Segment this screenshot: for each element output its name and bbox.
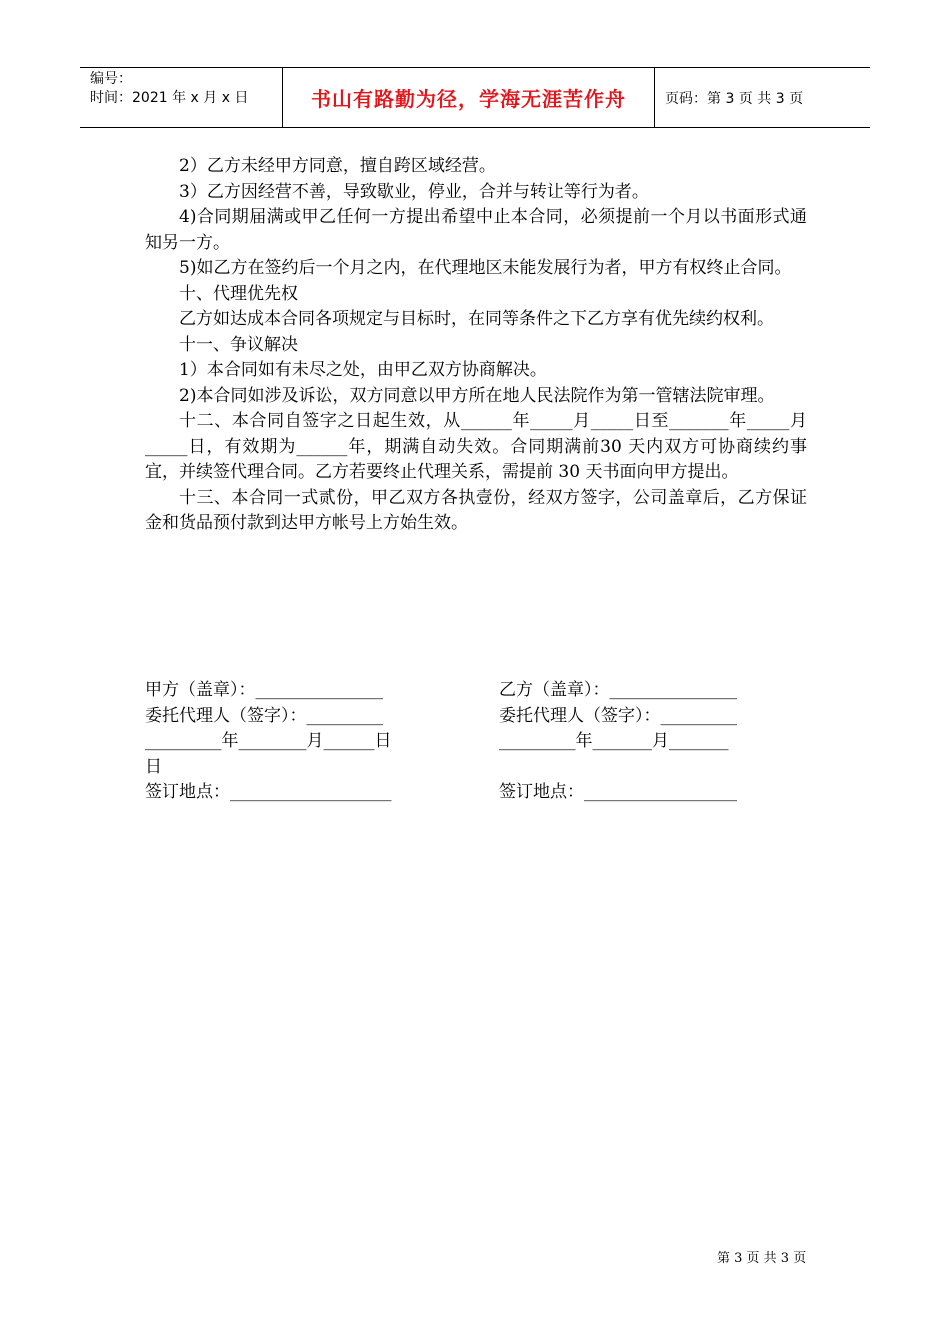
document-time: 时间：2021 年 x 月 x 日: [90, 90, 249, 106]
clause-paragraph: 3）乙方因经营不善，导致歇业，停业，合并与转让等行为者。: [179, 181, 649, 202]
party-a-date: _________年________月______日: [145, 731, 392, 751]
signature-row-date: [145, 729, 815, 755]
page-header: [80, 67, 870, 128]
party-a-agent: 委托代理人（签字）：_________: [145, 705, 383, 726]
party-b-agent: 委托代理人（签字）：_________: [499, 705, 737, 726]
clause-paragraph: 十二、本合同自签字之日起生效，从______年_____月_____日至_______年_____月_____日，有效期为______年，期满自动失效。合同期满前30 天内双方可协商续约事宜，并续签代理合同。乙方若要终止代理关系，需提前 30 天书面向甲方提出。: [145, 411, 807, 482]
contract-body: [145, 154, 807, 537]
party-a-seal: 甲方（盖章）：_______________: [145, 680, 383, 700]
header-meta: [80, 68, 282, 127]
signature-row-date-tail: [145, 755, 815, 781]
clause-paragraph: 2）乙方未经甲方同意，擅自跨区域经营。: [179, 156, 496, 176]
section-heading: 十一、争议解决: [179, 334, 298, 355]
signature-block: [145, 678, 815, 806]
clause-paragraph: 1）本合同如有未尽之处，由甲乙双方协商解决。: [179, 360, 547, 380]
header-motto: 书山有路勤为径，学海无涯苦作舟: [282, 68, 655, 127]
party-a-place: 签订地点：___________________: [145, 782, 392, 802]
signature-row-place: [145, 780, 815, 806]
party-b-seal: 乙方（盖章）：_______________: [499, 680, 737, 700]
section-heading: 十、代理优先权: [179, 283, 298, 304]
clause-paragraph: 4)合同期届满或甲乙任何一方提出希望中止本合同，必须提前一个月以书面形式通知另一方。: [145, 207, 807, 253]
signature-row-seal: [145, 678, 815, 704]
header-page-info: 页码：第 3 页 共 3 页: [665, 90, 804, 107]
clause-paragraph: 5)如乙方在签约后一个月之内，在代理地区未能发展行为者，甲方有权终止合同。: [179, 258, 792, 278]
clause-paragraph: 2)本合同如涉及诉讼，双方同意以甲方所在地人民法院作为第一管辖法院审理。: [179, 385, 775, 406]
party-b-place: 签订地点：__________________: [499, 782, 737, 802]
clause-paragraph: 十三、本合同一式贰份，甲乙双方各执壹份，经双方签字，公司盖章后，乙方保证金和货品预付款到达甲方帐号上方始生效。: [145, 487, 807, 533]
clause-paragraph: 乙方如达成本合同各项规定与目标时，在同等条件之下乙方享有优先续约权利。: [179, 309, 774, 329]
document-number: 编号：: [90, 71, 132, 87]
date-tail: 日: [145, 756, 162, 777]
signature-row-agent: [145, 704, 815, 730]
party-b-date: _________年_______月_______: [499, 731, 729, 751]
page-footer: 第 3 页 共 3 页: [717, 1251, 807, 1266]
